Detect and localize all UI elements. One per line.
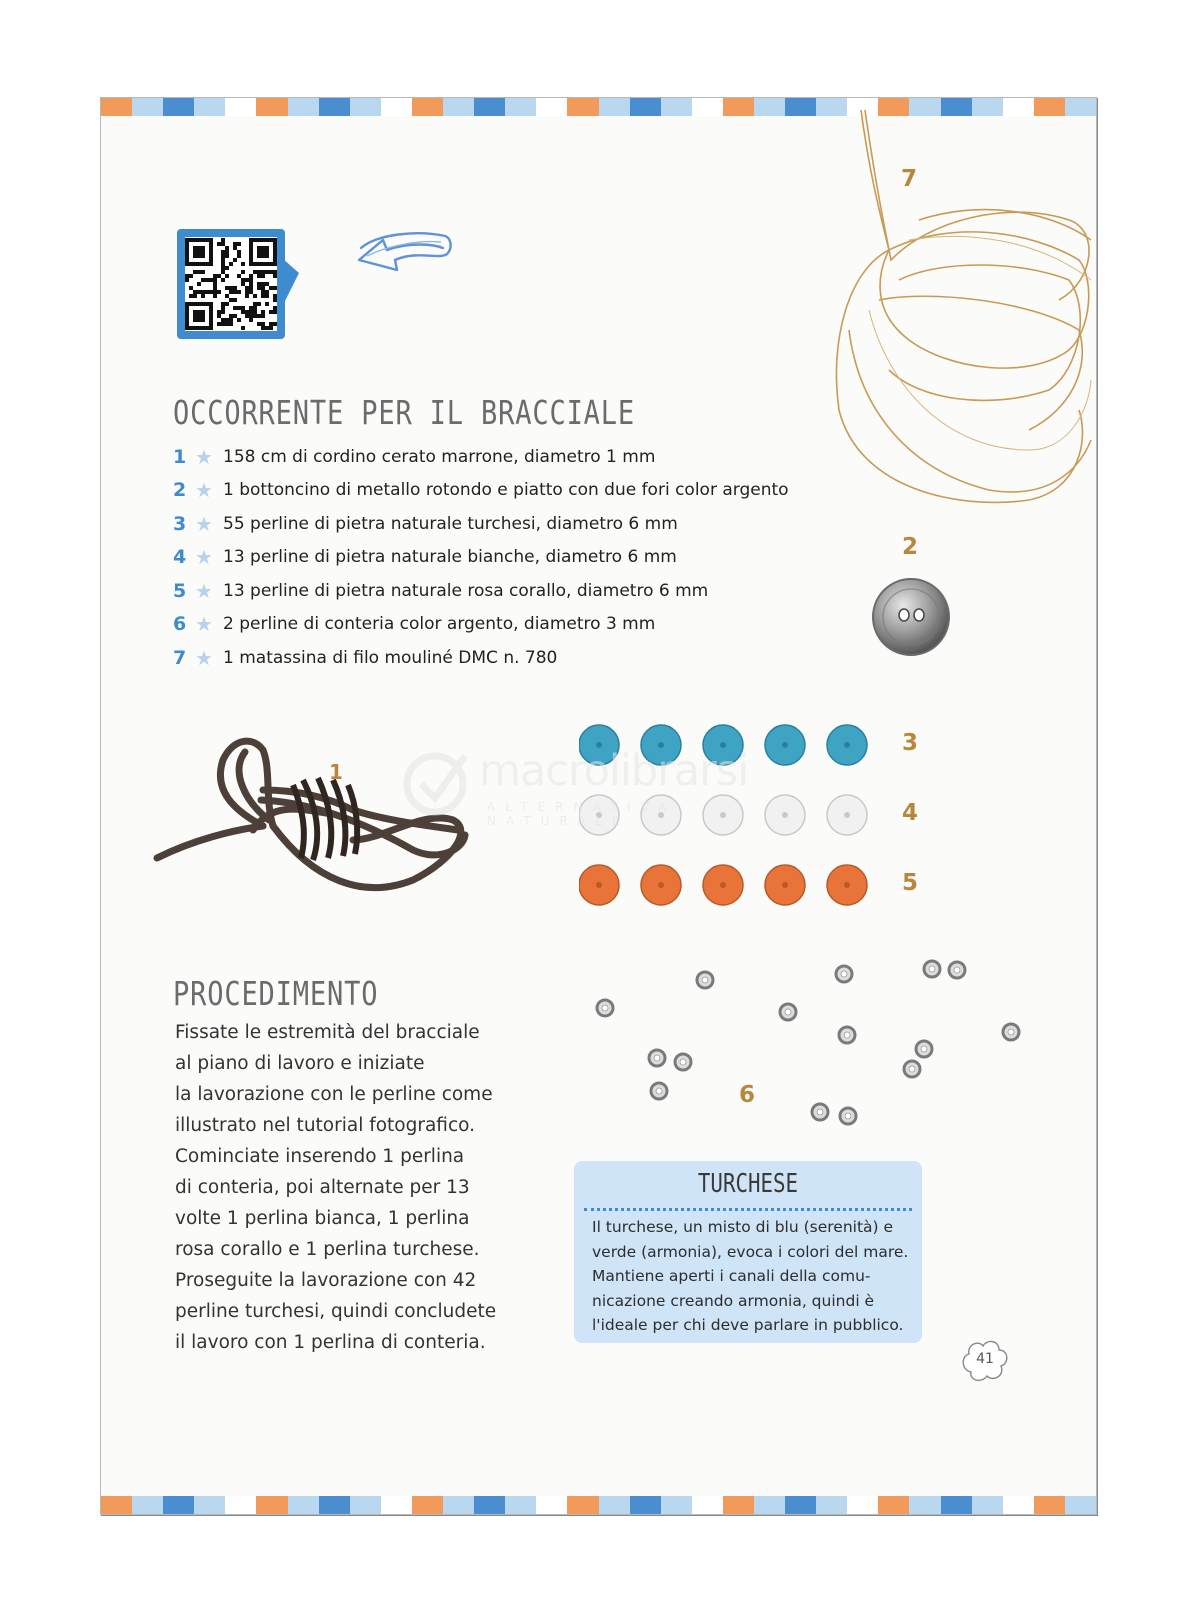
info-box-line: nicazione creando armonia, quindi è <box>592 1291 875 1310</box>
info-box-title: TURCHESE <box>697 1169 799 1199</box>
dotted-divider <box>584 1208 912 1211</box>
star-icon: ★ <box>195 478 213 503</box>
material-number: 6 <box>173 613 187 636</box>
embroidery-thread-photo <box>829 110 1096 530</box>
star-icon: ★ <box>195 578 213 603</box>
material-item <box>173 541 789 575</box>
procedure-line: Proseguite la lavorazione con 42 <box>175 1270 477 1291</box>
bead-hole <box>841 971 847 977</box>
bead-hole <box>654 1055 660 1061</box>
info-box-line: l'ideale per chi deve parlare in pubblico. <box>592 1316 904 1334</box>
material-number: 2 <box>173 479 187 502</box>
procedure-text <box>175 1017 515 1358</box>
book-page <box>100 97 1097 1515</box>
qr-code-frame[interactable] <box>177 229 285 339</box>
material-text: 13 perline di pietra naturale bianche, diametro 6 mm <box>223 547 677 568</box>
bead-hole <box>844 742 850 748</box>
procedure-line: Cominciate inserendo 1 perlina <box>175 1146 465 1167</box>
material-item <box>173 474 789 508</box>
watermark-tagline: ALTERNATIVA NATURALE <box>487 800 677 828</box>
procedure-line: illustrato nel tutorial fotografico. <box>175 1115 476 1136</box>
turquoise-info-box <box>574 1161 922 1343</box>
material-text: 2 perline di conteria color argento, diametro 3 mm <box>223 614 656 635</box>
bead-hole <box>602 1005 608 1011</box>
star-icon: ★ <box>195 612 213 637</box>
bead-hole <box>785 1009 791 1015</box>
label-white-beads: 4 <box>902 800 919 826</box>
bead-hole <box>656 1088 662 1094</box>
procedure-line: la lavorazione con le perline come <box>175 1084 493 1105</box>
procedure-line: di conteria, poi alternate per 13 <box>175 1177 470 1198</box>
label-coral-beads: 5 <box>902 870 919 896</box>
bead-hole <box>817 1109 823 1115</box>
star-icon: ★ <box>195 444 213 469</box>
material-number: 7 <box>173 646 187 669</box>
bead-hole <box>596 882 602 888</box>
material-item <box>173 608 789 642</box>
procedure-line: rosa corallo e 1 perlina turchese. <box>175 1239 480 1260</box>
bead-hole <box>702 977 708 983</box>
watermark <box>401 746 801 826</box>
procedure-line: al piano di lavoro e iniziate <box>175 1053 425 1074</box>
procedure-line: perline turchesi, quindi concludete <box>175 1301 497 1322</box>
bead-hole <box>921 1046 927 1052</box>
bead-hole <box>929 966 935 972</box>
procedure-line: volte 1 perlina bianca, 1 perlina <box>175 1208 470 1229</box>
star-icon: ★ <box>195 545 213 570</box>
procedure-title: PROCEDIMENTO <box>173 974 379 1013</box>
procedure-line: Fissate le estremità del bracciale <box>175 1022 480 1043</box>
material-item <box>173 440 789 474</box>
bead-hole <box>782 882 788 888</box>
material-item <box>173 574 789 608</box>
star-icon: ★ <box>195 645 213 670</box>
label-turquoise-beads: 3 <box>902 730 919 756</box>
material-number: 5 <box>173 579 187 602</box>
silver-seed-beads-photo <box>591 958 1031 1138</box>
material-number: 4 <box>173 546 187 569</box>
bead-hole <box>909 1066 915 1072</box>
materials-title: OCCORRENTE PER IL BRACCIALE <box>173 393 636 432</box>
label-silver-beads: 6 <box>739 1082 756 1108</box>
bead-hole <box>1008 1029 1014 1035</box>
label-cord: 1 <box>329 760 343 784</box>
material-text: 13 perline di pietra naturale rosa corallo, diametro 6 mm <box>223 580 709 601</box>
label-button: 2 <box>902 534 919 560</box>
star-icon: ★ <box>195 511 213 536</box>
materials-list <box>173 440 789 675</box>
watermark-logo-icon <box>401 746 473 818</box>
info-box-line: Mantiene aperti i canali della comu- <box>592 1267 871 1285</box>
info-box-line: verde (armonia), evoca i colori del mare. <box>592 1242 909 1261</box>
page-number: 41 <box>976 1351 994 1367</box>
watermark-brand: macrolibrarsi <box>479 746 749 796</box>
info-box-line: Il turchese, un misto di blu (serenità) e <box>592 1218 894 1236</box>
qr-code[interactable] <box>185 237 277 331</box>
label-thread: 7 <box>901 166 918 192</box>
material-text: 1 bottoncino di metallo rotondo e piatto con due fori color argento <box>223 480 789 501</box>
bead-hole <box>844 812 850 818</box>
material-text: 1 matassina di filo mouliné DMC n. 780 <box>223 647 558 668</box>
hand-drawn-arrow-icon <box>347 226 457 286</box>
procedure-line: il lavoro con 1 perlina di conteria. <box>175 1332 486 1353</box>
bottom-color-strip <box>101 1496 1096 1514</box>
material-item <box>173 507 789 541</box>
material-number: 3 <box>173 512 187 535</box>
page-number-badge <box>959 1336 1011 1388</box>
info-box-text <box>592 1215 908 1338</box>
material-text: 158 cm di cordino cerato marrone, diametro 1 mm <box>223 446 656 467</box>
bead-hole <box>844 882 850 888</box>
bead-hole <box>680 1059 686 1065</box>
bead-hole <box>844 1032 850 1038</box>
bead-hole <box>720 882 726 888</box>
bead-hole <box>658 882 664 888</box>
bead-hole <box>845 1113 851 1119</box>
bead-hole <box>954 967 960 973</box>
material-text: 55 perline di pietra naturale turchesi, diametro 6 mm <box>223 513 678 534</box>
material-item <box>173 641 789 675</box>
material-number: 1 <box>173 445 187 468</box>
metal-button-photo <box>869 575 953 659</box>
